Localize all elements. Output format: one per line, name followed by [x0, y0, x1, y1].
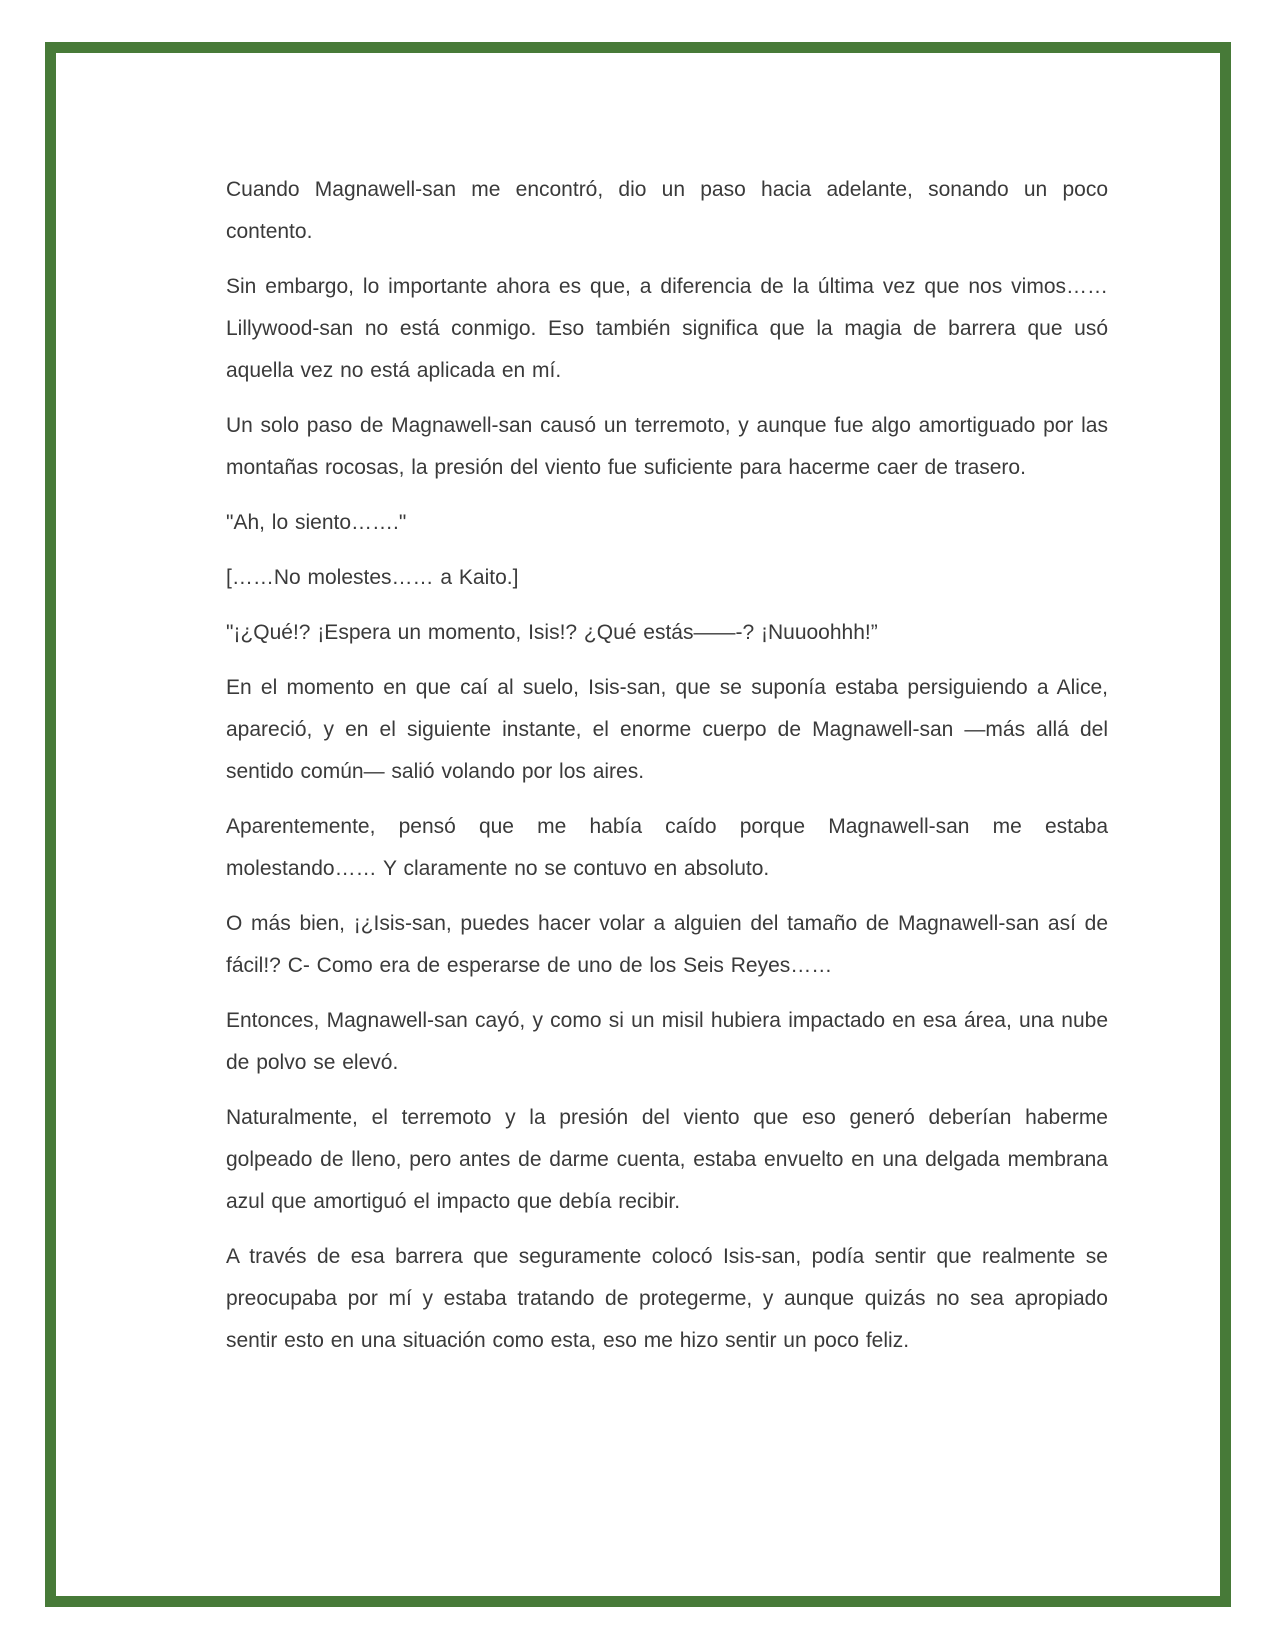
paragraph: Entonces, Magnawell-san cayó, y como si un misil hubiera impactado en esa área, una nube de polvo se elevó.: [226, 1009, 1108, 1074]
paragraph: Cuando Magnawell-san me encontró, dio un paso hacia adelante, sonando un poco contento.: [226, 178, 1108, 243]
paragraph: Aparentemente, pensó que me había caído porque Magnawell-san me estaba molestando…… Y claramente no se contuvo en absoluto.: [226, 815, 1108, 880]
paragraph: Un solo paso de Magnawell-san causó un terremoto, y aunque fue algo amortiguado por las montañas rocosas, la presión del viento fue suficiente para hacerme caer de trasero.: [226, 414, 1108, 479]
page-border-frame: [45, 42, 1231, 1607]
paragraph: Naturalmente, el terremoto y la presión del viento que eso generó deberían haberme golpeado de lleno, pero antes de darme cuenta, estaba envuelto en una delgada membrana azul que amortiguó el impacto que debía recibir.: [226, 1106, 1108, 1213]
paragraph: En el momento en que caí al suelo, Isis-san, que se suponía estaba persiguiendo a Alice, apareció, y en el siguiente instante, el enorme cuerpo de Magnawell-san —más allá del sentido común— salió volando por los aires.: [226, 676, 1108, 783]
paragraph: [……No molestes…… a Kaito.]: [226, 566, 519, 589]
paragraph: O más bien, ¡¿Isis-san, puedes hacer volar a alguien del tamaño de Magnawell-san así de fácil!? C- Como era de esperarse de uno de los Seis Reyes……: [226, 912, 1108, 977]
paragraph: Sin embargo, lo importante ahora es que, a diferencia de la última vez que nos vimos…… Lillywood-san no está conmigo. Eso también significa que la magia de barrera que usó aquella vez no está aplicada en mí.: [226, 275, 1108, 382]
paragraph: A través de esa barrera que seguramente colocó Isis-san, podía sentir que realmente se preocupaba por mí y estaba tratando de protegerme, y aunque quizás no sea apropiado sentir esto en una situación como esta, eso me hizo sentir un poco feliz.: [226, 1245, 1108, 1352]
document-body: [226, 169, 1108, 1375]
paragraph: "¡¿Qué!? ¡Espera un momento, Isis!? ¿Qué estás——-? ¡Nuuoohhh!”: [226, 621, 878, 644]
paragraph: "Ah, lo siento…….": [226, 511, 407, 534]
